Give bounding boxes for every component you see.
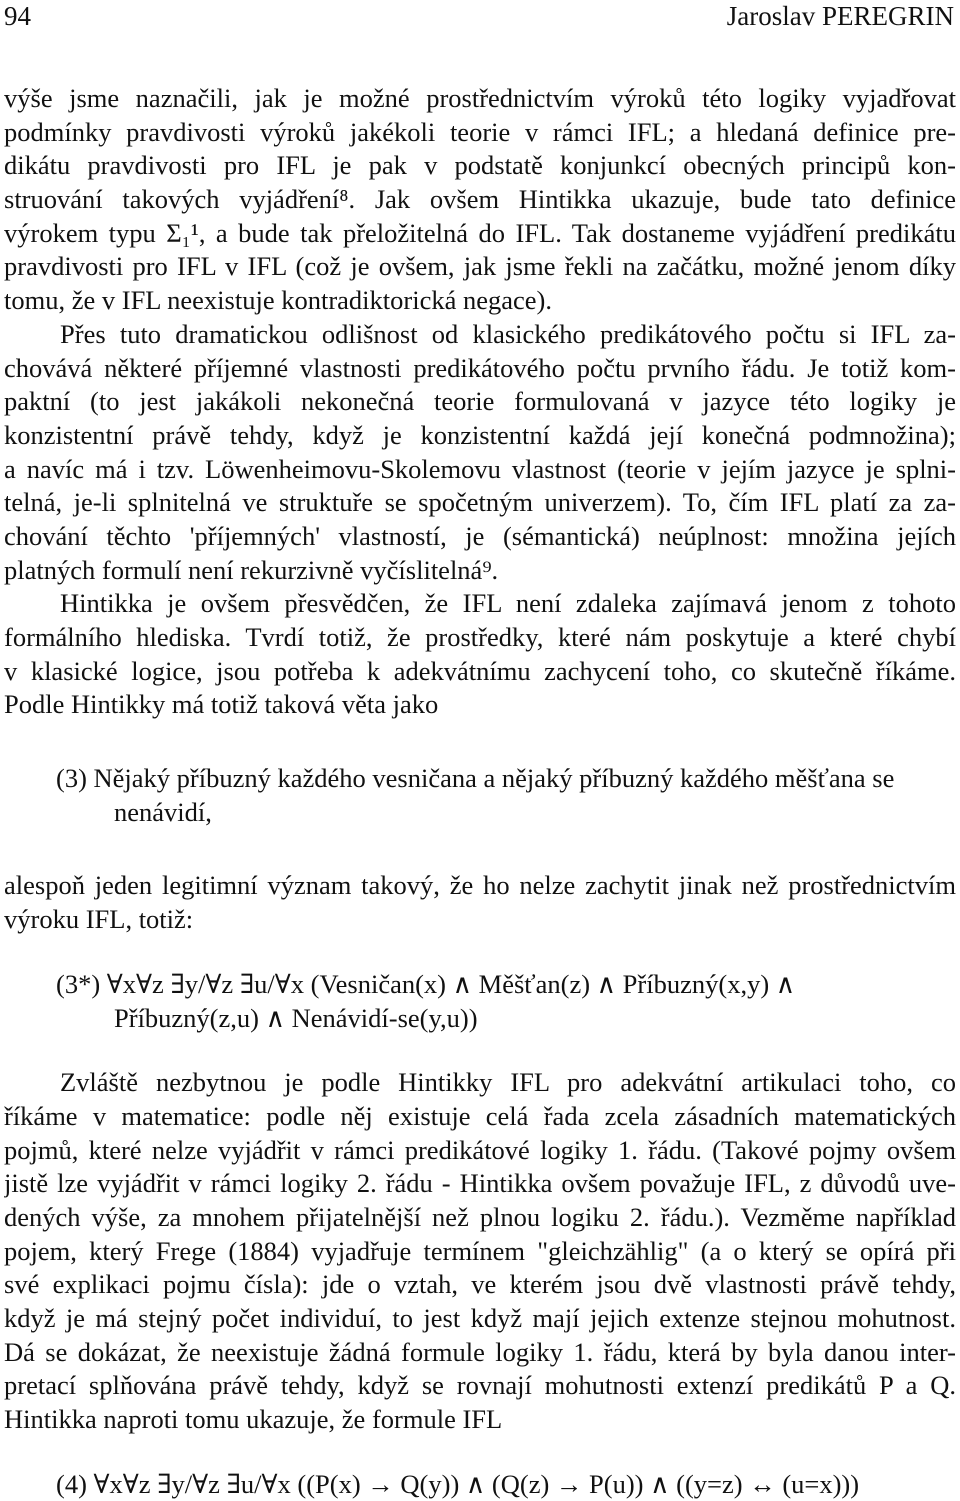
- text-line: formálního hlediska. Tvrdí totiž, že prostředky, které nám poskytuje a které chybí: [4, 622, 956, 652]
- text-line: pravdivosti pro IFL v IFL (což je ovšem, jak jsme řekli na začátku, možné jenom díky: [4, 251, 956, 282]
- text-line: Zvláště nezbytnou je podle Hintikky IFL pro adekvátní artikulaci toho, co: [60, 1067, 956, 1098]
- text-line: když je má stejný počet individuí, to jest když mají jejich extenze stejnou mohutnost.: [4, 1303, 956, 1333]
- formula-4-line: (4) ∀x∀z ∃y/∀z ∃u/∀x ((P(x) → Q(y)) ∧ (Q(z) → P(u)) ∧ ((y=z) ↔ (u=x))): [56, 1468, 860, 1499]
- text-line: paktní (to jest jakákoli nekonečná teorie formulovaná v jazyce této logiky je: [4, 386, 956, 417]
- text-line: chovává některé příjemné vlastnosti predikátového počtu prvního řádu. Je totiž kom-: [4, 352, 956, 383]
- formula-3star-line: (3*) ∀x∀z ∃y/∀z ∃u/∀x (Vesničan(x) ∧ Měšťan(z) ∧ Příbuzný(x,y) ∧: [56, 968, 796, 999]
- text-line: pretací splňována právě tehdy, když se rovnají mohutnosti extenzí predikátů P a Q.: [4, 1370, 956, 1401]
- text-line: výrokem typu Σ₁¹, a bude tak přeložitelná do IFL. Tak dostaneme vyjádření predikátu: [4, 217, 956, 248]
- text-line: alespoň jeden legitimní význam takový, že ho nelze zachytit jinak než prostřednictvím: [4, 870, 956, 901]
- text-line: podmínky pravdivosti výroků jakékoli teorie v rámci IFL; a hledaná definice pre-: [4, 116, 956, 147]
- text-line: konzistentní právě tehdy, když je konzistentní každá její konečná podmnožina);: [4, 419, 956, 450]
- running-header-author: Jaroslav PEREGRIN: [726, 1, 954, 31]
- text-line: struování takových vyjádření⁸. Jak ovšem Hintikka ukazuje, bude tato definice: [4, 184, 956, 215]
- text-line: Podle Hintikky má totiž taková věta jako: [4, 689, 439, 720]
- text-line: výše jsme naznačili, jak je možné prostřednictvím výroků této logiky vyjadřovat: [4, 83, 956, 113]
- text-line: a navíc má i tzv. Löwenheimovu-Skolemovu vlastnost (teorie v jejím jazyce je splni-: [4, 453, 956, 484]
- formula-3star-line: Příbuzný(z,u) ∧ Nenávidí-se(y,u)): [114, 1002, 478, 1033]
- text-line: výroku IFL, totiž:: [4, 904, 194, 935]
- body-text: [4, 82, 956, 1501]
- text-line: Přes tuto dramatickou odlišnost od klasického predikátového počtu si IFL za-: [60, 318, 956, 349]
- text-line: říkáme v matematice: podle něj existuje celá řada zcela zásadních matematických: [4, 1100, 956, 1131]
- text-line: chování těchto 'příjemných' vlastností, je (sémantická) neúplnost: množina jejích: [4, 520, 956, 551]
- page-number: 94: [4, 1, 31, 31]
- text-line: tomu, že v IFL neexistuje kontradiktorická negace).: [4, 285, 552, 316]
- text-line: dikátu pravdivosti pro IFL je pak v podstatě konjunkcí obecných principů kon-: [4, 150, 956, 181]
- example-3-line: nenávidí,: [114, 796, 212, 827]
- text-line: v klasické logice, jsou potřeba k adekvátnímu zachycení toho, co skutečně říkáme.: [4, 655, 956, 686]
- text-line: jistě lze vyjádřit v rámci logiky 2. řádu - Hintikka ovšem považuje IFL, z důvodů uve-: [4, 1168, 956, 1199]
- text-line: Hintikka naproti tomu ukazuje, že formule IFL: [4, 1404, 503, 1435]
- text-line: pojmů, které nelze vyjádřit v rámci predikátové logiky 1. řádu. (Takové pojmy ovšem: [4, 1134, 956, 1165]
- text-line: Hintikka je ovšem přesvědčen, že IFL není zdaleka zajímavá jenom z tohoto: [60, 588, 956, 619]
- text-line: telná, je-li splnitelná ve struktuře se spočetným univerzem). To, čím IFL platí za za-: [4, 487, 956, 518]
- text-line: platných formulí není rekurzivně vyčíslitelná⁹.: [4, 554, 499, 585]
- text-line: své explikaci pojmu čísla): jde o vztah, ve kterém jsou dvě vlastnosti právě tehdy,: [4, 1269, 956, 1300]
- text-line: pojem, který Frege (1884) vyjadřuje termínem "gleichzählig" (a o který se opírá při: [4, 1235, 956, 1266]
- text-line: Dá se dokázat, že neexistuje žádná formule logiky 1. řádu, která by byla danou inter-: [4, 1336, 956, 1367]
- text-line: dených výše, za mnohem přijatelnější než plnou logiku 2. řádu.). Vezměme například: [4, 1201, 956, 1232]
- example-3-line: (3) Nějaký příbuzný každého vesničana a nějaký příbuzný každého měšťana se: [56, 763, 895, 794]
